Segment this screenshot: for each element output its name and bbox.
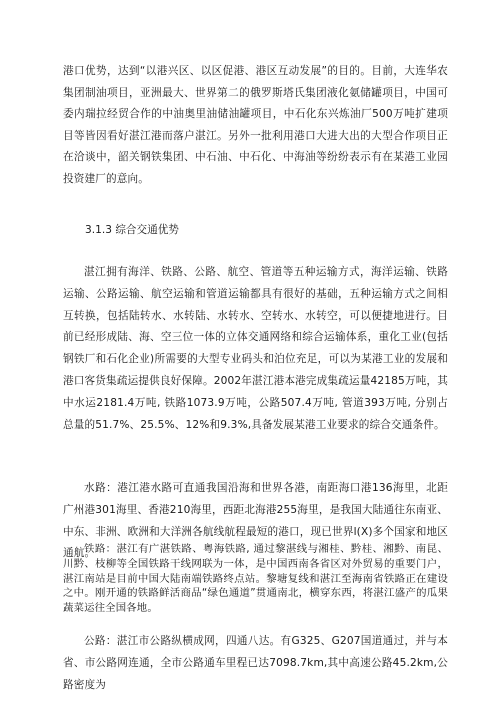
paragraph-railway: 铁路：湛江有广湛铁路、粤海铁路, 通过黎湛线与湘桂、黔桂、湘黔、南昆、川黔、枝柳等全国铁路干线网联为一体，是中国西南各省区对外贸易的重要门户，湛江南站是目前中国大陆南端铁路终点站。黎塘复线和湛江至海南省铁路正在建设之中。刚开通的铁路鲜活商品“绿色通道”贯通南北，横穿东西，将湛江盛产的瓜果蔬菜运往全国各地。	[63, 543, 448, 615]
paragraph-highway: 公路：湛江市公路纵横成网，四通八达。有G325、G207国道通过，并与本省、市公路网连通，全市公路通车里程已达7098.7km,其中高速公路45.2km,公路密度为	[63, 635, 448, 691]
paragraph-waterway: 水路：港江港水路可直通我国沿海和世界各港，南距海口港136海里，北距广州港301海里、香港210海里，西距北海港255海里，是我国大陆通往东南亚、中东、非洲、欧洲和大洋洲各航线航程最短的港口，现已世界l(X)多个国家和地区通航。	[63, 482, 448, 560]
paragraph-port-advantage: 港口优势，达到“以港兴区、以区促港、港区互动发展”的目的。目前，大连华农集团制油项目，亚洲最大、世界第二的俄罗斯塔氏集团液化氨储罐项目，中国可委内瑞拉经贸合作的中油奥里油储油罐项目，中石化东兴炼油厂500万吨扩建项目等皆因看好湛江港而落户湛江。另外一批利用港口大进大出的大型合作项目正在洽谈中，韶关钢铁集团、中石油、中石化、中海油等纷纷表示有在某港工业园投资建厂的意向。	[63, 65, 448, 185]
paragraph-transport-overview: 湛江拥有海洋、铁路、公路、航空、管道等五种运输方式，海洋运输、铁路运输、公路运输、航空运输和管道运输都具有很好的基础，五种运输方式之间相互转换，包括陆转水、水转陆、水转水、空转水、水转空，可以便捷地进行。目前已经形成陆、海、空三位一体的立体交通网络和综合运输体系，重化工业(包括钢铁厂和石化企业)所需要的大型专业码头和泊位充足，可以为某港工业的发展和港口客货集疏运提供良好保障。2002年湛江港本港完成集疏运量42185万吨，其中水运2181.4万吨, 铁路1073.9万吨，公路507.4万吨, 管道393万吨, 分别占总量的51.7%、25.5%、12%和9.3%,具备发展某港工业要求的综合交通条件。	[63, 266, 448, 431]
section-heading: 3.1.3 综合交通优势	[85, 224, 179, 236]
